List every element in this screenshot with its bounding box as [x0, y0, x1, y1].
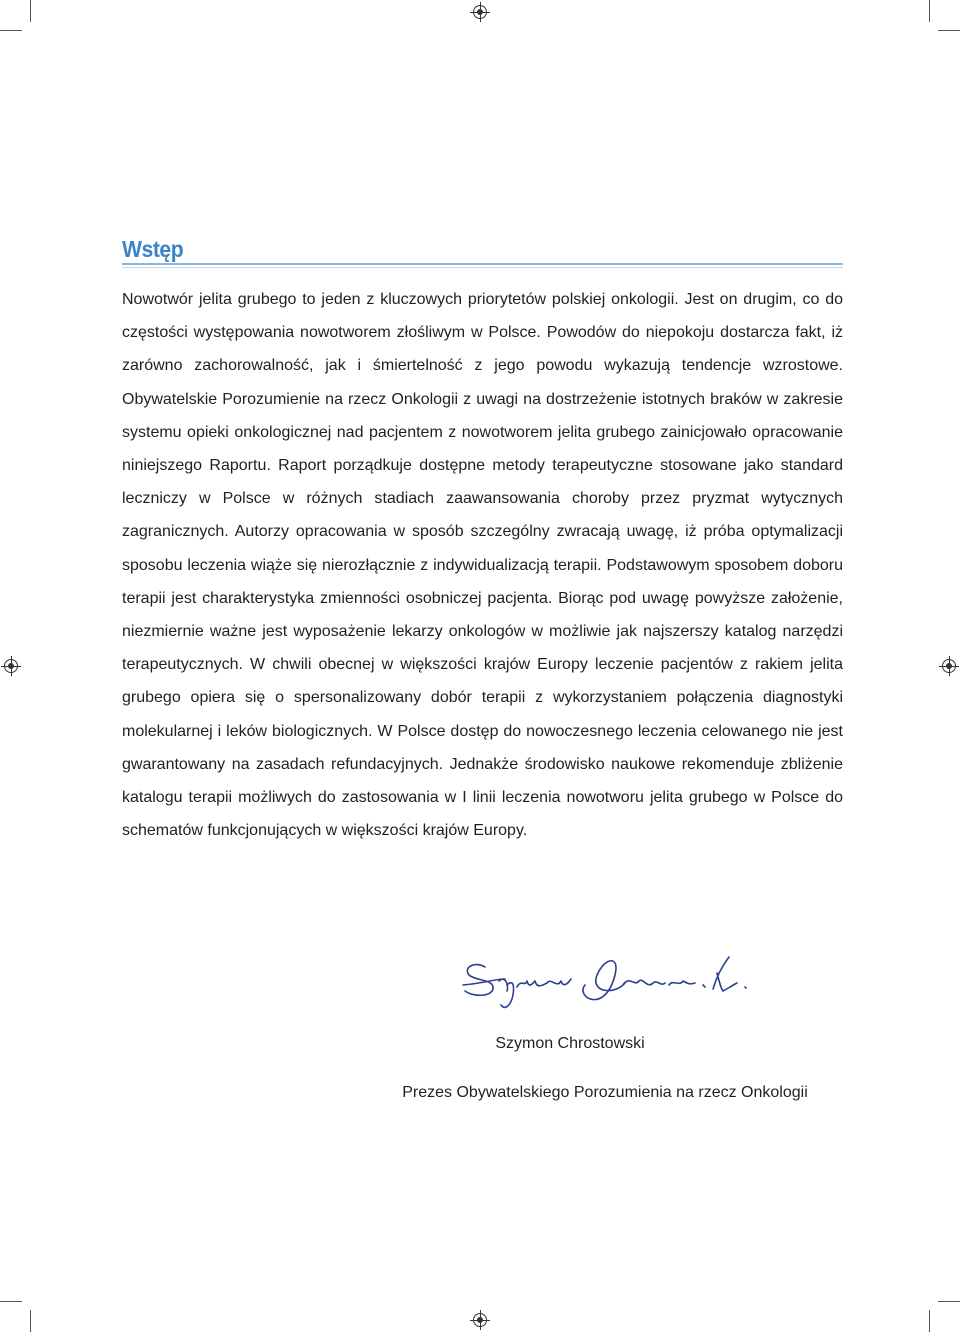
crop-mark [929, 1310, 930, 1332]
crop-mark [30, 1310, 31, 1332]
crop-mark [30, 0, 31, 22]
registration-mark-icon [942, 659, 956, 673]
crop-mark [0, 30, 22, 31]
crop-mark [0, 1301, 22, 1302]
signatory-name: Szymon Chrostowski [495, 1035, 645, 1052]
title-underline [122, 263, 843, 265]
page-title: Wstęp [122, 236, 184, 262]
crop-mark [938, 30, 960, 31]
registration-mark-icon [473, 1313, 487, 1327]
handwritten-signature [455, 945, 755, 1025]
registration-mark-icon [4, 659, 18, 673]
crop-mark [929, 0, 930, 22]
registration-mark-icon [473, 5, 487, 19]
intro-paragraph: Nowotwór jelita grubego to jeden z kluczowych priorytetów polskiej onkologii. Jest on drugim, co do częstości występowania nowotworem złośliwym w Polsce. Powodów do niepokoju dostarcza fakt, iż zarówno zachorowalność, jak i śmiertelność z jego powodu wykazują tendencje wzrostowe. Obywatelskie Porozumienie na rzecz Onkologii z uwagi na dostrzeżenie istotnych braków w zakresie systemu opieki onkologicznej nad pacjentem z nowotworem jelita grubego zainicjowało opracowanie niniejszego Raportu. Raport porządkuje dostępne metody terapeutyczne stosowane jako standard leczniczy w Polsce w różnych stadiach zaawansowania choroby przez pryzmat wytycznych zagranicznych. Autorzy opracowania w sposób szczególny zwracają uwagę, iż próba optymalizacji sposobu leczenia wiąże się nierozłącznie z indywidualizacją terapii. Podstawowym sposobem doboru terapii jest charakterystyka zmienności osobniczej pacjenta. Biorąc pod uwagę powyższe założenie, niezmiernie ważne jest wyposażenie lekarzy onkologów w możliwie jak najszerszy katalog narzędzi terapeutycznych. W chwili obecnej w większości krajów Europy leczenie pacjentów z rakiem jelita grubego opiera się o spersonalizowany dobór terapii z wykorzystaniem połączenia diagnostyki molekularnej i leków biologicznych. W Polsce dostęp do nowoczesnego leczenia celowanego nie jest gwarantowany na zasadach refundacyjnych. Jednakże środowisko naukowe rekomenduje zbliżenie katalogu terapii możliwych do zastosowania w I linii leczenia nowotworu jelita grubego w Polsce do schematów funkcjonujących w większości krajów Europy. [122, 291, 843, 840]
signatory-role: Prezes Obywatelskiego Porozumienia na rzecz Onkologii [402, 1084, 808, 1101]
crop-mark [938, 1301, 960, 1302]
title-underline-thin [122, 267, 843, 268]
